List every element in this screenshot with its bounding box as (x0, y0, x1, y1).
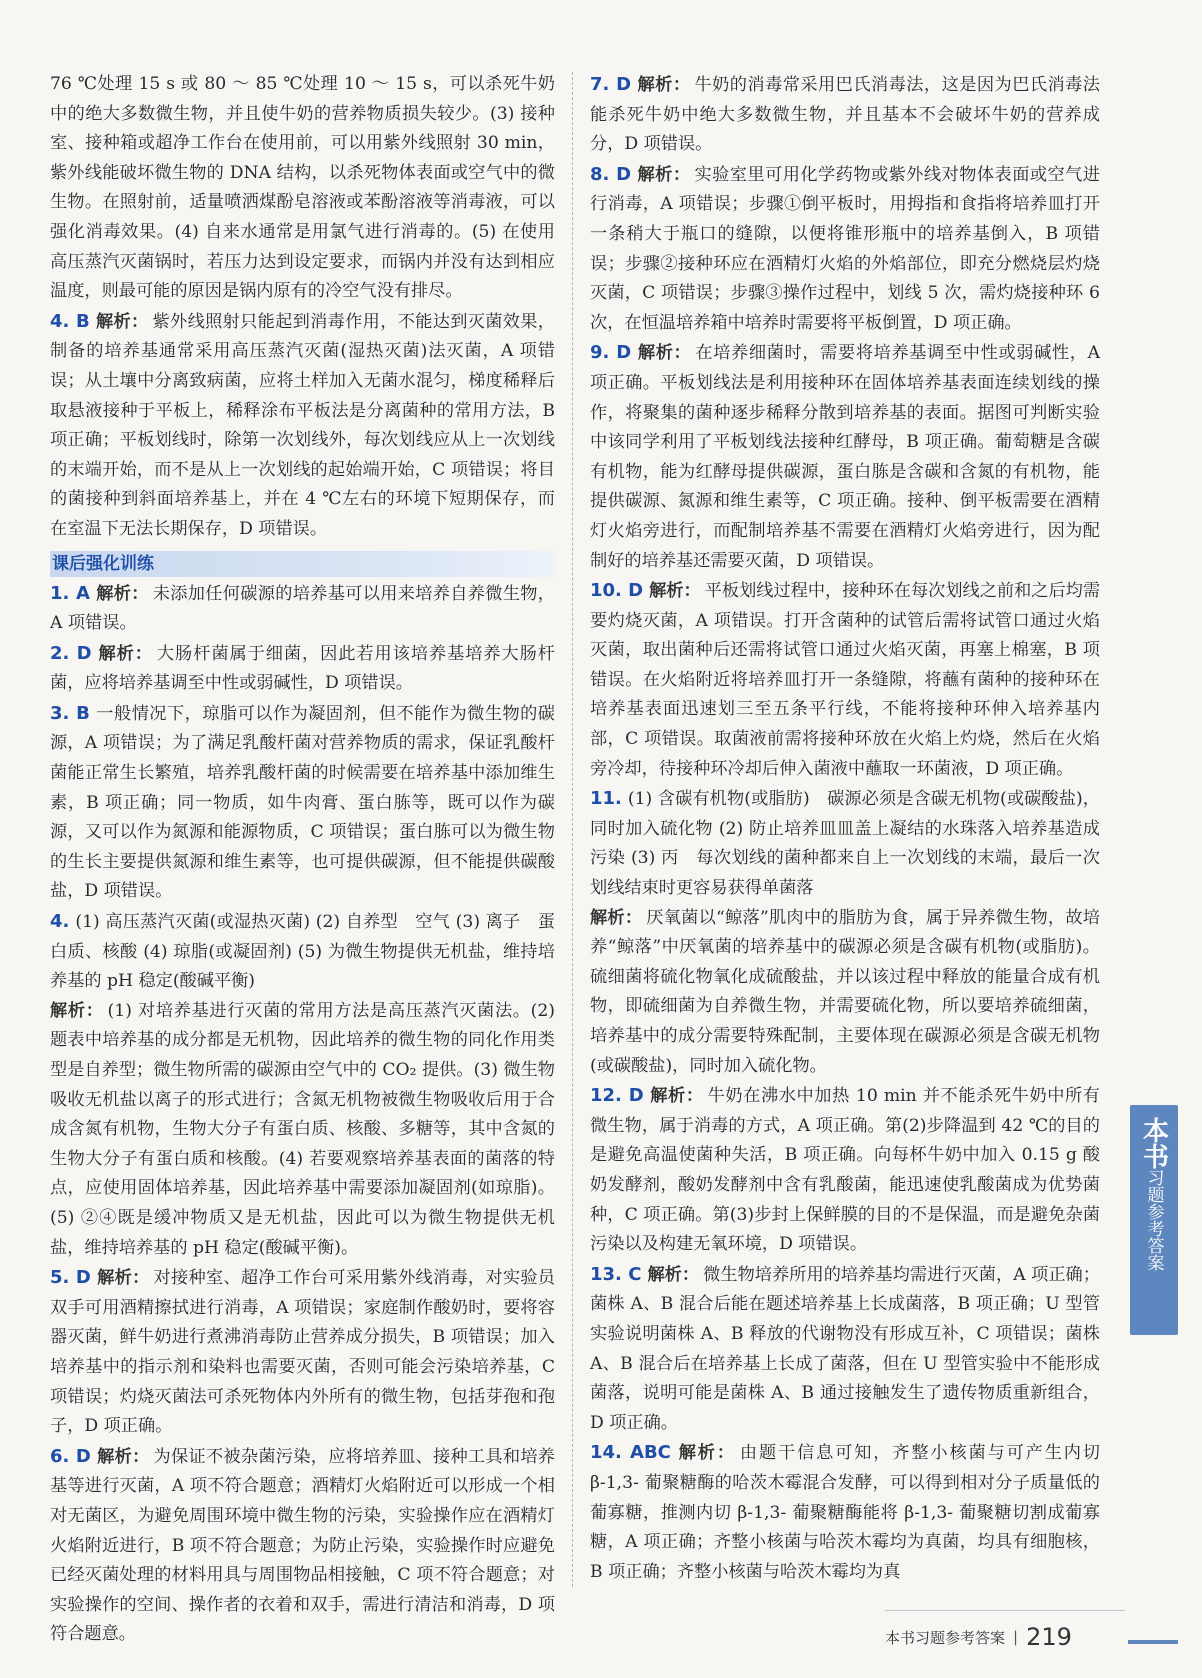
answer-text: 牛奶在沸水中加热 10 min 并不能杀死牛奶中所有微生物，属于消毒的方式，A 项正确。第(2)步降温到 42 ℃的目的是避免高温使菌种失活，B 项正确。向每杯牛奶中加入 0.15 g 酸奶发酵剂，酸奶发酵剂中含有乳酸菌，能迅速使乳酸菌成为优势菌种，C 项正确。第(3)步封上保鲜膜的目的不是保温，而是避免杂菌污染以及构建无氧环境，D 项错误。 (590, 1086, 1100, 1255)
answer-number: 1. A (50, 582, 90, 604)
answer-text: 未添加任何碳源的培养基可以用来培养自养微生物，A 项错误。 (50, 583, 555, 634)
answer-item-3 (50, 699, 555, 907)
answer-text: 平板划线过程中，接种环在每次划线之前和之后均需要灼烧灭菌，A 项错误。打开含菌种的试管后需将试管口通过火焰灭菌，取出菌种后还需将试管口通过火焰灭菌，再塞上棉塞，B 项错误。在火焰附近将培养皿打开一条缝隙，将蘸有菌种的接种环在培养基表面迅速划三至五条平行线，不能将接种环伸入培养基内部，C 项错误。取菌液前需将接种环放在火焰上灼烧，然后在火焰旁冷却，待接种环冷却后伸入菌液中蘸取一环菌液，D 项正确。 (590, 581, 1101, 779)
footer-rule (885, 1610, 1125, 1611)
answer-item-8 (590, 160, 1100, 339)
answer-number: 4. B (50, 310, 90, 332)
answer-item-5 (50, 1263, 555, 1442)
analysis-label: 解析： (647, 1264, 700, 1285)
answer-number: 2. D (50, 642, 92, 664)
answer-number: 5. D (50, 1267, 91, 1289)
answer-number: 10. D (590, 580, 644, 602)
answer-text: 大肠杆菌属于细菌，因此若用该培养基培养大肠杆菌，应将培养基调至中性或弱碱性，D 项错误。 (50, 643, 555, 694)
answer-number: 7. D (590, 74, 632, 95)
answer-text: 由题干信息可知，齐整小核菌与可产生内切 β-1,3- 葡聚糖酶的哈茨木霉混合发酵，可以得到相对分子质量低的葡寡糖，推测内切 β-1,3- 葡聚糖酶能将 β-1,3- 葡聚糖切割成葡寡糖，A 项正确；齐整小核菌与哈茨木霉均为真菌，均具有细胞核，B 项正确；齐整小核菌与哈茨木霉均为真 (590, 1443, 1100, 1582)
answer-number: 4. (50, 911, 70, 933)
analysis-label: 解析： (637, 164, 691, 185)
footer-label: 本书习题参考答案 (885, 1628, 1006, 1647)
answer-number: 14. ABC (590, 1442, 671, 1464)
answer-number: 8. D (590, 163, 632, 185)
analysis-11 (590, 904, 1100, 1082)
answer-number: 13. C (590, 1263, 642, 1285)
analysis-label: 解析： (676, 1443, 736, 1464)
answer-item-4 (50, 307, 555, 545)
answer-text: 对接种室、超净工作台可采用紫外线消毒，对实验员双手可用酒精擦拭进行消毒，A 项错误；家庭制作酸奶时，要将容器灭菌，鲜牛奶进行煮沸消毒防止营养成分损失，B 项错误；加入培养基中的指示剂和染料也需要灭菌，否则可能会污染培养基，C 项错误；灼烧灭菌法可杀死物体内外所有的微生物，包括芽孢和孢子，D 项正确。 (50, 1268, 555, 1437)
analysis-label: 解析： (96, 1268, 150, 1289)
analysis-4b (50, 997, 555, 1263)
answer-text: 微生物培养所用的培养基均需进行灭菌，A 项正确；菌株 A、B 混合后能在题述培养基上长成菌落，B 项正确；U 型管实验说明菌株 A、B 释放的代谢物没有形成互补，C 项错误；菌株 A、B 混合后在培养基上长成了菌落，但在 U 型管实验中不能形成菌落，说明可能是菌株 A、B 通过接触发生了遗传物质重新组合，D 项正确。 (590, 1264, 1100, 1433)
answer-text: 在培养细菌时，需要将培养基调至中性或弱碱性，A 项正确。平板划线法是利用接种环在固体培养基表面连续划线的操作，将聚集的菌种逐步稀释分散到培养基的表面。据图可判断实验中该同学利用了平板划线法接种红酵母，B 项正确。葡萄糖是含碳有机物，能为红酵母提供碳源，蛋白胨是含碳和含氮的有机物，能提供碳源、氮源和维生素等，C 项正确。接种、倒平板需要在酒精灯火焰旁进行，而配制培养基不需要在酒精灯火焰旁进行，因为配制好的培养基还需要灭菌，D 项错误。 (590, 343, 1100, 571)
analysis-label: 解析： (95, 583, 149, 604)
side-tab-title: 本书 (1138, 1117, 1169, 1169)
side-tab (1130, 1105, 1178, 1335)
footer-accent-bar (1128, 1640, 1178, 1644)
analysis-label: 解析： (637, 343, 692, 364)
answer-item-9 (590, 338, 1100, 576)
left-column (50, 70, 555, 1650)
answer-item-12 (590, 1081, 1100, 1260)
answer-text: 实验室里可用化学药物或紫外线对物体表面或空气进行消毒，A 项错误；步骤①倒平板时，用拇指和食指将培养皿打开一条稍大于瓶口的缝隙，以便将锥形瓶中的培养基倒入，B 项错误；步骤②接种环应在酒精灯火焰的外焰部位，即充分燃烧层灼烧灭菌，C 项错误；步骤③操作过程中，划线 5 次，需灼烧接种环 6 次，在恒温培养箱中培养时需要将平板倒置，D 项正确。 (590, 164, 1100, 333)
answer-text: (1) 含碳有机物(或脂肪) 碳源必须是含碳无机物(或碳酸盐)，同时加入硫化物 (2) 防止培养皿皿盖上凝结的水珠落入培养基造成污染 (3) 丙 每次划线的菌种都来自上一次划线的末端，最后一次划线结束时更容易获得单菌落 (590, 789, 1100, 899)
answer-number: 9. D (590, 342, 632, 364)
analysis-text: 厌氧菌以“鲸落”肌肉中的脂肪为食，属于异养微生物，故培养“鲸落”中厌氧菌的培养基中的碳源必须是含碳有机物(或脂肪)。硫细菌将硫化物氧化成硫酸盐，并以该过程中释放的能量合成有机物，即硫细菌为自养微生物，并需要硫化物，所以要培养硫细菌，培养基中的成分需要特殊配制，主要体现在碳源必须是含碳无机物(或碳酸盐)，同时加入硫化物。 (590, 907, 1100, 1076)
answer-item-1 (50, 579, 555, 639)
answer-item-2 (50, 639, 555, 699)
footer (885, 1620, 1072, 1654)
answer-number: 11. (590, 788, 622, 810)
column-divider (572, 72, 573, 1587)
answer-number: 6. D (50, 1445, 91, 1467)
right-column (590, 70, 1100, 1587)
answer-text: 为保证不被杂菌污染，应将培养皿、接种工具和培养基等进行灭菌，A 项不符合题意；酒精灯火焰附近可以形成一个相对无菌区，为避免周围环境中微生物的污染，实验操作应在酒精灯火焰附近进行，B 项不符合题意；为防止污染，实验操作时应避免已经灭菌处理的材料用具与周围物品相接触，C 项不符合题意；对实验操作的空间、操作者的衣着和双手，需进行清洁和消毒，D 项符合题意。 (50, 1446, 555, 1645)
answer-text: (1) 高压蒸汽灭菌(或湿热灭菌) (2) 自养型 空气 (3) 离子 蛋白质、核酸 (4) 琼脂(或凝固剂) (5) 为微生物提供无机盐，维持培养基的 pH 稳定(酸碱平衡) (50, 912, 555, 992)
answer-item-14 (590, 1438, 1100, 1587)
answer-item-10 (590, 576, 1100, 784)
continued-paragraph: 76 ℃处理 15 s 或 80 ～ 85 ℃处理 10 ～ 15 s，可以杀死牛奶中的绝大多数微生物，并且使牛奶的营养物质损失较少。(3) 接种室、接种箱或超净工作台在使用前，可以用紫外线照射 30 min，紫外线能破坏微生物的 DNA 结构，以杀死物体表面或空气中的微生物。在照射前，适量喷洒煤酚皂溶液或苯酚溶液等消毒液，可以强化消毒效果。(4) 自来水通常是用氯气进行消毒的。(5) 在使用高压蒸汽灭菌锅时，若压力达到设定要求，而锅内并没有达到相应温度，则最可能的原因是锅内原有的冷空气没有排尽。 (50, 74, 555, 302)
footer-separator: | (1013, 1628, 1019, 1646)
analysis-label: 解析： (95, 311, 149, 332)
section-title: 课后强化训练 (50, 551, 555, 577)
analysis-text: (1) 对培养基进行灭菌的常用方法是高压蒸汽灭菌法。(2) 题表中培养基的成分都是无机物，因此培养的微生物的同化作用类型是自养型；微生物所需的碳源由空气中的 CO₂ 提供。(3) 微生物吸收无机盐以离子的形式进行；含氮无机物被微生物吸收后用于合成含氮有机物，生物大分子有蛋白质、核酸、多糖等，其中含氮的生物大分子有蛋白质和核酸。(4) 若要观察培养基表面的菌落的特点，应使用固体培养基，因此培养基中需要添加凝固剂(如琼脂)。(5) ②④既是缓冲物质又是无机盐，因此可以为微生物提供无机盐，维持培养基的 pH 稳定(酸碱平衡)。 (50, 1000, 555, 1258)
answer-text: 紫外线照射只能起到消毒作用，不能达到灭菌效果，制备的培养基通常采用高压蒸汽灭菌(湿热灭菌)法灭菌，A 项错误；从土壤中分离致病菌，应将土样加入无菌水混匀，梯度稀释后取悬液接种于平板上，稀释涂布平板法是分离菌种的常用方法，B 项正确；平板划线时，除第一次划线外，每次划线应从上一次划线的末端开始，而不是从上一次划线的起始端开始，C 项错误；将目的菌接种到斜面培养基上，并在 4 ℃左右的环境下短期保存，而在室温下无法长期保存，D 项错误。 (50, 311, 555, 539)
answer-item-11 (590, 784, 1100, 903)
answer-item-6 (50, 1442, 555, 1650)
answer-number: 3. B (50, 702, 90, 724)
analysis-label: 解析： (637, 75, 691, 95)
analysis-label: 解析： (96, 1446, 150, 1467)
analysis-label: 解析： (649, 581, 701, 602)
analysis-label: 解析： (97, 643, 153, 664)
side-tab-subtitle: 习题参考答案 (1143, 1169, 1164, 1271)
answer-item-13 (590, 1260, 1100, 1439)
page-number: 219 (1026, 1623, 1072, 1651)
answer-item-4b (50, 907, 555, 997)
analysis-label: 解析： (590, 907, 643, 928)
answer-item-7 (590, 70, 1100, 160)
answer-text: 牛奶的消毒常采用巴氏消毒法，这是因为巴氏消毒法能杀死牛奶中绝大多数微生物，并且基本不会破坏牛奶的营养成分，D 项错误。 (590, 75, 1100, 155)
answer-number: 12. D (590, 1085, 644, 1107)
answer-text: 一般情况下，琼脂可以作为凝固剂，但不能作为微生物的碳源，A 项错误；为了满足乳酸杆菌对营养物质的需求，保证乳酸杆菌能正常生长繁殖，培养乳酸杆菌的时候需要在培养基中添加维生素，B 项正确；同一物质，如牛肉膏、蛋白胨等，既可以作为碳源，又可以作为氮源和能源物质，C 项错误；蛋白胨可以为微生物的生长主要提供氮源和维生素等，也可提供碳源，但不能提供碳酸盐，D 项错误。 (50, 703, 555, 902)
analysis-label: 解析： (649, 1086, 704, 1107)
analysis-label: 解析： (50, 1000, 104, 1021)
